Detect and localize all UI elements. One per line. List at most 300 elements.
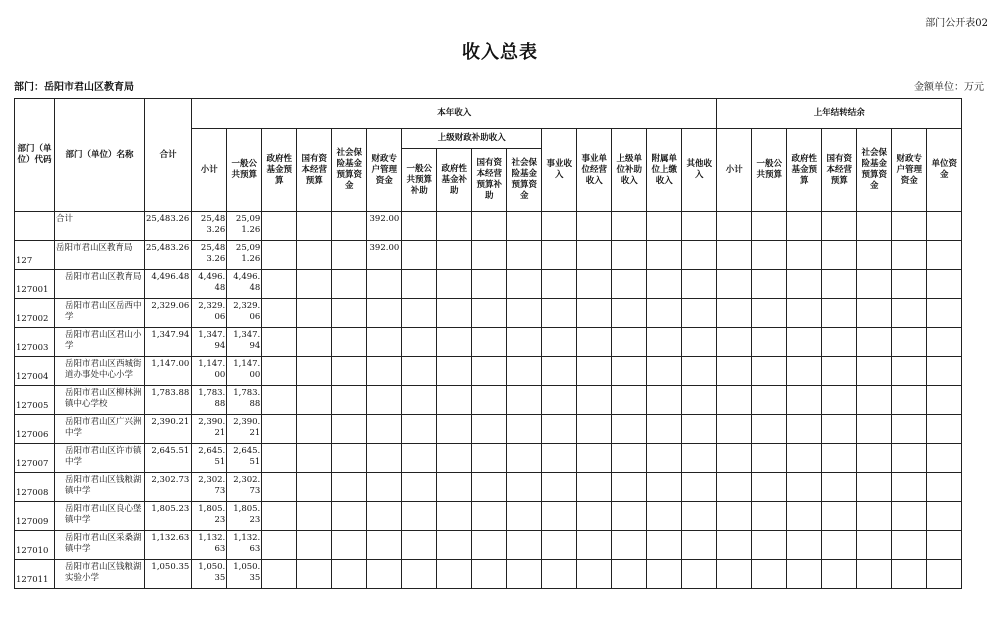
col-cy-business: 事业收入 <box>542 129 577 212</box>
cell-empty <box>717 531 752 560</box>
cell-empty <box>927 415 962 444</box>
cell-empty <box>472 560 507 589</box>
cell-empty <box>437 212 472 241</box>
cell-empty <box>402 299 437 328</box>
cell-cy-fiscal-special <box>367 415 402 444</box>
cell-empty <box>472 212 507 241</box>
cell-empty <box>787 560 822 589</box>
cell-empty <box>752 502 787 531</box>
cell-empty <box>612 241 647 270</box>
cell-code: 127003 <box>15 328 55 357</box>
col-cy-superior-unit: 上级单位补助收入 <box>612 129 647 212</box>
cell-cy-subtotal: 2,390.21 <box>192 415 227 444</box>
cell-cy-fiscal-special <box>367 386 402 415</box>
cell-total: 25,483.26 <box>145 241 192 270</box>
cell-empty <box>402 415 437 444</box>
cell-cy-state-capital <box>297 415 332 444</box>
cell-empty <box>822 415 857 444</box>
cell-empty <box>752 444 787 473</box>
cell-empty <box>402 212 437 241</box>
cell-cy-gov-fund <box>262 270 297 299</box>
cell-empty <box>472 531 507 560</box>
cell-cy-fiscal-special <box>367 270 402 299</box>
cell-cy-social <box>332 212 367 241</box>
cell-empty <box>682 386 717 415</box>
cell-empty <box>577 212 612 241</box>
cell-empty <box>612 328 647 357</box>
cell-empty <box>612 502 647 531</box>
cell-cy-general: 2,302.73 <box>227 473 262 502</box>
cell-empty <box>507 444 542 473</box>
cell-empty <box>752 531 787 560</box>
cell-empty <box>507 473 542 502</box>
unit-label: 金额单位：万元 <box>914 82 984 93</box>
cell-cy-general: 1,050.35 <box>227 560 262 589</box>
cell-empty <box>647 444 682 473</box>
cell-empty <box>892 270 927 299</box>
cell-empty <box>542 531 577 560</box>
cell-empty <box>472 444 507 473</box>
cell-empty <box>682 531 717 560</box>
cell-empty <box>822 270 857 299</box>
cell-empty <box>717 212 752 241</box>
cell-cy-subtotal: 1,347.94 <box>192 328 227 357</box>
cell-empty <box>577 241 612 270</box>
cell-empty <box>717 386 752 415</box>
cell-empty <box>437 241 472 270</box>
cell-code: 127006 <box>15 415 55 444</box>
cell-empty <box>577 560 612 589</box>
cell-empty <box>507 212 542 241</box>
cell-total: 1,132.63 <box>145 531 192 560</box>
cell-empty <box>892 473 927 502</box>
cell-empty <box>857 212 892 241</box>
cell-total: 2,390.21 <box>145 415 192 444</box>
cell-cy-state-capital <box>297 531 332 560</box>
cell-empty <box>402 357 437 386</box>
cell-code: 127008 <box>15 473 55 502</box>
cell-empty <box>612 473 647 502</box>
cell-empty <box>647 299 682 328</box>
cell-empty <box>542 241 577 270</box>
cell-code <box>15 212 55 241</box>
cell-total: 1,147.00 <box>145 357 192 386</box>
cell-empty <box>752 241 787 270</box>
cell-cy-state-capital <box>297 212 332 241</box>
cell-empty <box>822 502 857 531</box>
cell-empty <box>577 270 612 299</box>
cell-empty <box>927 328 962 357</box>
cell-empty <box>647 560 682 589</box>
col-sub-state-capital: 国有资本经营预算补助 <box>472 149 507 212</box>
cell-cy-fiscal-special <box>367 531 402 560</box>
cell-cy-subtotal: 2,645.51 <box>192 444 227 473</box>
cell-empty <box>892 386 927 415</box>
cell-empty <box>892 560 927 589</box>
cell-empty <box>857 241 892 270</box>
col-cy-state-capital: 国有资本经营预算 <box>297 129 332 212</box>
cell-cy-general: 2,645.51 <box>227 444 262 473</box>
cell-empty <box>437 531 472 560</box>
cell-empty <box>787 357 822 386</box>
cell-empty <box>437 357 472 386</box>
cell-cy-subtotal: 2,329.06 <box>192 299 227 328</box>
cell-empty <box>437 473 472 502</box>
cell-empty <box>892 502 927 531</box>
cell-empty <box>682 444 717 473</box>
cell-cy-gov-fund <box>262 502 297 531</box>
cell-empty <box>752 473 787 502</box>
cell-cy-fiscal-special: 392.00 <box>367 212 402 241</box>
cell-code: 127 <box>15 241 55 270</box>
cell-empty <box>437 299 472 328</box>
cell-empty <box>822 386 857 415</box>
cell-empty <box>647 241 682 270</box>
cell-empty <box>577 357 612 386</box>
cell-total: 2,645.51 <box>145 444 192 473</box>
cell-empty <box>612 560 647 589</box>
cell-cy-general: 1,147.00 <box>227 357 262 386</box>
cell-cy-subtotal: 1,805.23 <box>192 502 227 531</box>
cell-name: 岳阳市君山区采桑湖镇中学 <box>55 531 145 560</box>
cell-empty <box>472 415 507 444</box>
col-group-current-year: 本年收入 <box>192 99 717 129</box>
cell-cy-social <box>332 444 367 473</box>
cell-total: 4,496.48 <box>145 270 192 299</box>
cell-code: 127010 <box>15 531 55 560</box>
cell-empty <box>507 357 542 386</box>
cell-empty <box>472 328 507 357</box>
cell-code: 127007 <box>15 444 55 473</box>
cell-empty <box>542 560 577 589</box>
cell-empty <box>682 560 717 589</box>
cell-cy-subtotal: 4,496.48 <box>192 270 227 299</box>
cell-empty <box>542 473 577 502</box>
cell-name: 岳阳市君山区钱粮湖镇中学 <box>55 473 145 502</box>
cell-cy-social <box>332 531 367 560</box>
cell-empty <box>402 473 437 502</box>
cell-name: 岳阳市君山区君山小学 <box>55 328 145 357</box>
cell-cy-social <box>332 241 367 270</box>
cell-empty <box>507 241 542 270</box>
cell-cy-general: 1,347.94 <box>227 328 262 357</box>
table-row <box>15 212 962 241</box>
cell-empty <box>752 415 787 444</box>
table-row <box>15 531 962 560</box>
table-body <box>15 212 962 589</box>
table-row <box>15 560 962 589</box>
cell-empty <box>647 531 682 560</box>
cell-cy-general: 1,805.23 <box>227 502 262 531</box>
col-py-social: 社会保险基金预算资金 <box>857 129 892 212</box>
col-cy-other: 其他收入 <box>682 129 717 212</box>
cell-cy-state-capital <box>297 386 332 415</box>
cell-empty <box>892 212 927 241</box>
cell-empty <box>437 502 472 531</box>
cell-empty <box>507 386 542 415</box>
cell-empty <box>647 328 682 357</box>
cell-empty <box>542 212 577 241</box>
cell-cy-subtotal: 2,302.73 <box>192 473 227 502</box>
form-code: 部门公开表02 <box>925 18 988 29</box>
cell-empty <box>577 473 612 502</box>
cell-empty <box>752 357 787 386</box>
cell-cy-gov-fund <box>262 299 297 328</box>
cell-empty <box>822 328 857 357</box>
cell-code: 127004 <box>15 357 55 386</box>
cell-empty <box>612 386 647 415</box>
cell-cy-fiscal-special <box>367 502 402 531</box>
cell-cy-subtotal: 1,132.63 <box>192 531 227 560</box>
col-py-unit-funds: 单位资金 <box>927 129 962 212</box>
cell-cy-fiscal-special: 392.00 <box>367 241 402 270</box>
cell-empty <box>682 357 717 386</box>
cell-empty <box>787 270 822 299</box>
cell-cy-general: 2,390.21 <box>227 415 262 444</box>
income-summary-table <box>14 98 962 589</box>
cell-empty <box>647 270 682 299</box>
cell-empty <box>682 502 717 531</box>
col-group-prior-year: 上年结转结余 <box>717 99 962 129</box>
cell-empty <box>857 531 892 560</box>
cell-empty <box>577 299 612 328</box>
cell-empty <box>402 560 437 589</box>
cell-name: 岳阳市君山区广兴洲中学 <box>55 415 145 444</box>
cell-empty <box>682 241 717 270</box>
cell-cy-state-capital <box>297 328 332 357</box>
cell-empty <box>857 444 892 473</box>
cell-empty <box>857 473 892 502</box>
cell-empty <box>717 560 752 589</box>
cell-empty <box>647 212 682 241</box>
cell-cy-gov-fund <box>262 212 297 241</box>
cell-empty <box>822 531 857 560</box>
col-sub-social: 社会保险基金预算资金 <box>507 149 542 212</box>
cell-empty <box>892 241 927 270</box>
cell-empty <box>402 328 437 357</box>
cell-empty <box>577 328 612 357</box>
cell-total: 1,805.23 <box>145 502 192 531</box>
col-py-gov-fund: 政府性基金预算 <box>787 129 822 212</box>
cell-empty <box>752 560 787 589</box>
cell-empty <box>927 212 962 241</box>
cell-empty <box>927 473 962 502</box>
col-cy-subtotal: 小计 <box>192 129 227 212</box>
cell-empty <box>612 531 647 560</box>
cell-cy-gov-fund <box>262 328 297 357</box>
col-py-state-capital: 国有资本经营预算 <box>822 129 857 212</box>
page-title: 收入总表 <box>462 42 538 63</box>
col-total: 合计 <box>145 99 192 212</box>
col-cy-affiliated: 附属单位上缴收入 <box>647 129 682 212</box>
cell-empty <box>927 357 962 386</box>
cell-code: 127005 <box>15 386 55 415</box>
cell-empty <box>892 328 927 357</box>
col-py-general: 一般公共预算 <box>752 129 787 212</box>
cell-empty <box>507 502 542 531</box>
cell-empty <box>542 444 577 473</box>
cell-empty <box>787 241 822 270</box>
cell-empty <box>787 299 822 328</box>
cell-cy-gov-fund <box>262 531 297 560</box>
cell-total: 1,050.35 <box>145 560 192 589</box>
cell-empty <box>752 299 787 328</box>
cell-code: 127009 <box>15 502 55 531</box>
cell-empty <box>647 415 682 444</box>
cell-empty <box>752 386 787 415</box>
cell-empty <box>612 415 647 444</box>
cell-empty <box>402 502 437 531</box>
cell-cy-subtotal: 25,483.26 <box>192 241 227 270</box>
cell-empty <box>437 560 472 589</box>
cell-total: 2,329.06 <box>145 299 192 328</box>
table-row <box>15 328 962 357</box>
cell-name: 岳阳市君山区许市镇中学 <box>55 444 145 473</box>
table-row <box>15 241 962 270</box>
cell-empty <box>472 357 507 386</box>
cell-cy-general: 4,496.48 <box>227 270 262 299</box>
cell-empty <box>822 444 857 473</box>
cell-empty <box>472 241 507 270</box>
table-row <box>15 270 962 299</box>
cell-empty <box>437 415 472 444</box>
cell-name: 岳阳市君山区教育局 <box>55 241 145 270</box>
cell-empty <box>857 415 892 444</box>
cell-cy-fiscal-special <box>367 357 402 386</box>
cell-empty <box>507 560 542 589</box>
cell-empty <box>717 328 752 357</box>
cell-empty <box>682 328 717 357</box>
cell-empty <box>857 328 892 357</box>
table-row <box>15 299 962 328</box>
cell-cy-fiscal-special <box>367 473 402 502</box>
table-row <box>15 357 962 386</box>
cell-empty <box>927 531 962 560</box>
cell-empty <box>402 241 437 270</box>
cell-empty <box>822 473 857 502</box>
cell-empty <box>822 212 857 241</box>
col-py-subtotal: 小计 <box>717 129 752 212</box>
cell-empty <box>717 241 752 270</box>
cell-total: 2,302.73 <box>145 473 192 502</box>
cell-total: 1,783.88 <box>145 386 192 415</box>
cell-empty <box>577 386 612 415</box>
cell-cy-state-capital <box>297 270 332 299</box>
cell-empty <box>822 560 857 589</box>
cell-empty <box>927 299 962 328</box>
table-row <box>15 502 962 531</box>
col-cy-fiscal-special: 财政专户管理资金 <box>367 129 402 212</box>
cell-empty <box>892 531 927 560</box>
cell-empty <box>437 386 472 415</box>
cell-empty <box>402 444 437 473</box>
cell-cy-gov-fund <box>262 560 297 589</box>
cell-empty <box>472 270 507 299</box>
cell-empty <box>542 357 577 386</box>
col-cy-gov-fund: 政府性基金预算 <box>262 129 297 212</box>
col-sub-general: 一般公共预算补助 <box>402 149 437 212</box>
cell-empty <box>507 328 542 357</box>
cell-cy-subtotal: 1,050.35 <box>192 560 227 589</box>
cell-empty <box>857 502 892 531</box>
cell-empty <box>542 386 577 415</box>
cell-cy-state-capital <box>297 560 332 589</box>
cell-cy-state-capital <box>297 473 332 502</box>
cell-empty <box>682 415 717 444</box>
cell-cy-state-capital <box>297 357 332 386</box>
table-row <box>15 473 962 502</box>
cell-code: 127001 <box>15 270 55 299</box>
cell-cy-fiscal-special <box>367 444 402 473</box>
cell-empty <box>437 328 472 357</box>
cell-empty <box>682 299 717 328</box>
cell-cy-social <box>332 415 367 444</box>
cell-name: 岳阳市君山区柳林洲镇中心学校 <box>55 386 145 415</box>
cell-cy-social <box>332 299 367 328</box>
cell-empty <box>717 299 752 328</box>
cell-empty <box>787 386 822 415</box>
cell-empty <box>787 212 822 241</box>
cell-cy-fiscal-special <box>367 328 402 357</box>
col-sub-gov-fund: 政府性基金补助 <box>437 149 472 212</box>
cell-empty <box>437 270 472 299</box>
cell-empty <box>717 502 752 531</box>
cell-empty <box>507 415 542 444</box>
cell-code: 127011 <box>15 560 55 589</box>
cell-name: 岳阳市君山区教育局 <box>55 270 145 299</box>
cell-empty <box>612 299 647 328</box>
cell-empty <box>542 270 577 299</box>
cell-empty <box>822 299 857 328</box>
col-cy-unit-operation: 事业单位经营收入 <box>577 129 612 212</box>
cell-cy-state-capital <box>297 299 332 328</box>
cell-empty <box>472 502 507 531</box>
cell-empty <box>472 299 507 328</box>
col-code: 部门（单位）代码 <box>15 99 55 212</box>
cell-empty <box>507 299 542 328</box>
cell-empty <box>787 415 822 444</box>
cell-empty <box>927 502 962 531</box>
cell-empty <box>927 270 962 299</box>
cell-empty <box>682 212 717 241</box>
cell-empty <box>787 502 822 531</box>
cell-empty <box>857 357 892 386</box>
cell-empty <box>577 415 612 444</box>
cell-empty <box>577 531 612 560</box>
col-cy-social: 社会保险基金预算资金 <box>332 129 367 212</box>
cell-cy-social <box>332 560 367 589</box>
table-row <box>15 415 962 444</box>
cell-empty <box>787 444 822 473</box>
cell-empty <box>612 212 647 241</box>
cell-empty <box>857 270 892 299</box>
cell-cy-gov-fund <box>262 444 297 473</box>
cell-cy-social <box>332 386 367 415</box>
cell-cy-subtotal: 1,147.00 <box>192 357 227 386</box>
cell-name: 岳阳市君山区岳西中学 <box>55 299 145 328</box>
cell-empty <box>892 444 927 473</box>
col-cy-general: 一般公共预算 <box>227 129 262 212</box>
col-name: 部门（单位）名称 <box>55 99 145 212</box>
cell-cy-subtotal: 25,483.26 <box>192 212 227 241</box>
cell-empty <box>647 473 682 502</box>
table-row <box>15 444 962 473</box>
cell-empty <box>787 328 822 357</box>
cell-cy-general: 25,091.26 <box>227 241 262 270</box>
cell-empty <box>647 386 682 415</box>
cell-name: 岳阳市君山区西城街道办事处中心小学 <box>55 357 145 386</box>
cell-empty <box>717 270 752 299</box>
